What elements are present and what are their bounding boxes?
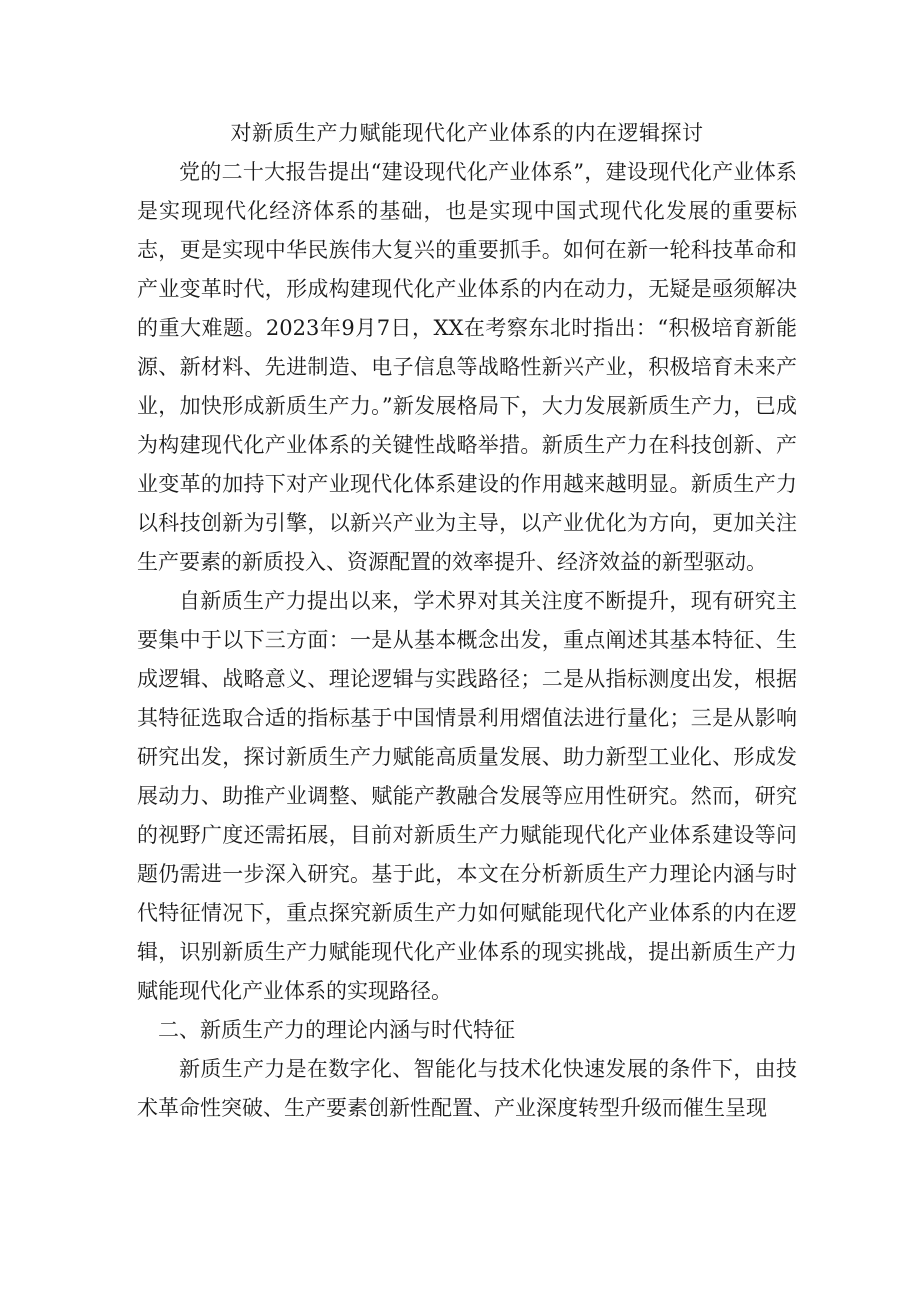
document-title: 对新质生产力赋能现代化产业体系的内在逻辑探讨	[230, 121, 704, 145]
paragraph-intro: 党的二十大报告提出“建设现代化产业体系”，建设现代化产业体系是实现现代化经济体系的基础，也是实现中国式现代化发展的重要标志，更是实现中华民族伟大复兴的重要抓手。如何在新一轮科技革命和产业变革时代，形成构建现代化产业体系的内在动力，无疑是亟须解决的重大难题。2023年9月7日，XX在考察东北时指出：“积极培育新能源、新材料、先进制造、电子信息等战略性新兴产业，积极培育未来产业，加快形成新质生产力。”新发展格局下，大力发展新质生产力，已成为构建现代化产业体系的关键性战略举措。新质生产力在科技创新、产业变革的加持下对产业现代化体系建设的作用越来越明显。新质生产力以科技创新为引擎，以新兴产业为主导，以产业优化为方向，更加关注生产要素的新质投入、资源配置的效率提升、经济效益的新型驱动。	[137, 160, 797, 574]
section-heading: 二、新质生产力的理论内涵与时代特征	[158, 1018, 515, 1042]
paragraph-literature-review: 自新质生产力提出以来，学术界对其关注度不断提升，现有研究主要集中于以下三方面：一是从基本概念出发，重点阐述其基本特征、生成逻辑、战略意义、理论逻辑与实践路径；二是从指标测度出发，根据其特征选取合适的指标基于中国情景利用熠值法进行量化；三是从影响研究出发，探讨新质生产力赋能高质量发展、助力新型工业化、形成发展动力、助推产业调整、赋能产教融合发展等应用性研究。然而，研究的视野广度还需拓展，目前对新质生产力赋能现代化产业体系建设等问题仍需进一步深入研究。基于此，本文在分析新质生产力理论内涵与时代特征情况下，重点探究新质生产力如何赋能现代化产业体系的内在逻辑，识别新质生产力赋能现代化产业体系的现实挑战，提出新质生产力赋能现代化产业体系的实现路径。	[137, 589, 797, 1003]
document-body	[137, 113, 797, 1128]
paragraph-section-two: 新质生产力是在数字化、智能化与技术化快速发展的条件下，由技术革命性突破、生产要素创新性配置、产业深度转型升级而催生呈现	[137, 1057, 797, 1120]
